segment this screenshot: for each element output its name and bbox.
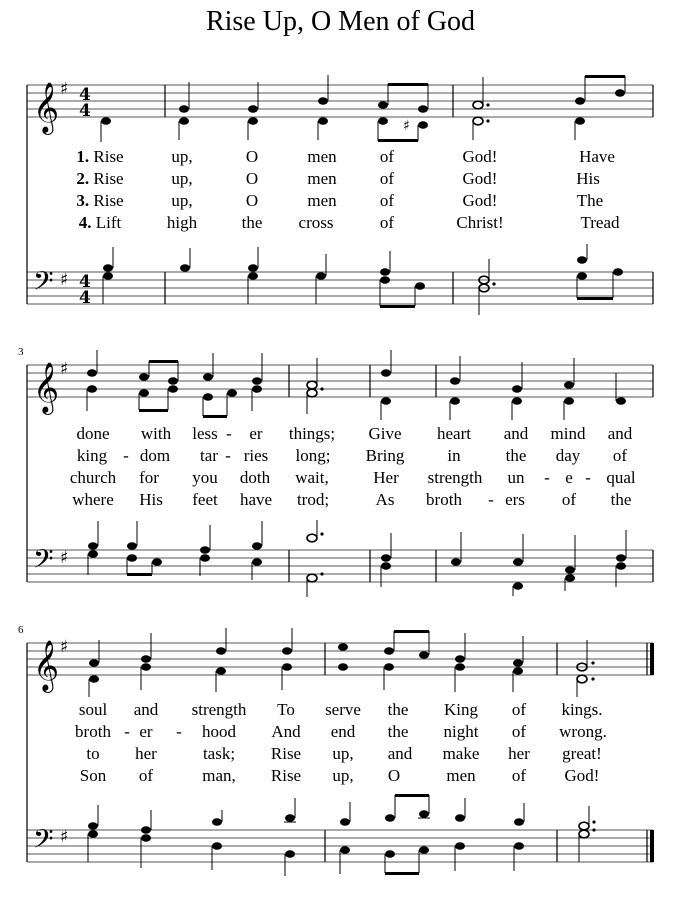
lyric-syllable: ers — [505, 490, 525, 509]
lyric-syllable: And — [271, 722, 301, 741]
lyric-syllable: O — [245, 191, 259, 210]
lyric-syllable: have — [239, 490, 273, 509]
treble-clef-icon: 𝄞 — [33, 82, 60, 133]
lyric-syllable: er — [249, 424, 263, 443]
lyric-syllable: er — [139, 722, 153, 741]
lyric-syllable: Lift — [95, 213, 122, 232]
lyric-syllable: great! — [562, 744, 602, 763]
lyric-syllable: man, — [202, 766, 236, 785]
lyric-syllable: Son — [79, 766, 107, 785]
lyric-syllable: her — [135, 744, 157, 763]
lyric-syllable: up, — [171, 191, 193, 210]
lyric-syllable: church — [69, 468, 117, 487]
lyric-syllable: where — [72, 490, 114, 509]
lyric-syllable: wrong. — [559, 722, 607, 741]
lyric-syllable: qual — [606, 468, 636, 487]
svg-text:♯: ♯ — [60, 270, 69, 290]
lyric-syllable: wait, — [295, 468, 329, 487]
bass-clef-icon: 𝄢 — [33, 823, 54, 861]
lyric-syllable: dom — [139, 446, 171, 465]
lyric-syllable: kings. — [561, 700, 603, 719]
lyric-syllable: Rise — [270, 744, 302, 763]
lyric-syllable: trod; — [296, 490, 330, 509]
lyric-syllable: Give — [368, 424, 402, 443]
lyric-syllable: with — [140, 424, 172, 443]
lyric-syllable: Have — [579, 147, 615, 166]
lyric-syllable: up, — [171, 147, 193, 166]
lyric-syllable: un — [507, 468, 525, 487]
svg-text:♯: ♯ — [403, 118, 410, 134]
svg-text:4: 4 — [79, 272, 91, 292]
lyric-syllable: the — [387, 722, 409, 741]
lyric-syllable: strength — [191, 700, 247, 719]
lyric-syllable: Christ! — [456, 213, 504, 232]
lyric-syllable: feet — [192, 490, 218, 509]
lyric-syllable: the — [241, 213, 263, 232]
lyric-syllable: men — [446, 766, 476, 785]
treble-clef-icon: 𝄞 — [33, 640, 60, 691]
svg-text:♯: ♯ — [60, 827, 69, 847]
lyric-syllable: her — [508, 744, 530, 763]
lyric-syllable: done — [76, 424, 110, 443]
lyric-hyphen: - — [226, 424, 232, 443]
svg-text:♯: ♯ — [60, 637, 69, 657]
lyric-syllable: and — [387, 744, 413, 763]
lyric-syllable: hood — [202, 722, 236, 741]
lyric-syllable: Rise — [93, 169, 124, 188]
lyric-syllable: high — [166, 213, 198, 232]
lyric-syllable: of — [379, 191, 395, 210]
lyric-syllable: King — [444, 700, 478, 719]
lyric-syllable: strength — [427, 468, 483, 487]
lyric-syllable: king — [76, 446, 108, 465]
lyric-syllable: e — [565, 468, 573, 487]
lyric-syllable: of — [379, 213, 395, 232]
lyric-syllable: heart — [437, 424, 471, 443]
lyric-hyphen: - — [176, 722, 182, 741]
lyric-hyphen: - — [124, 722, 130, 741]
lyric-syllable: the — [505, 446, 527, 465]
svg-text:♯: ♯ — [60, 79, 69, 99]
lyric-syllable: Tread — [580, 213, 620, 232]
lyric-syllable: soul — [78, 700, 108, 719]
verse-number: 4. — [78, 213, 92, 232]
lyric-syllable: of — [511, 722, 527, 741]
lyric-syllable: men — [307, 147, 337, 166]
svg-text:4: 4 — [79, 101, 91, 121]
lyric-syllable: long; — [295, 446, 331, 465]
lyric-hyphen: - — [585, 468, 591, 487]
lyric-syllable: for — [139, 468, 159, 487]
verse-number: 2. — [76, 169, 90, 188]
lyric-syllable: men — [307, 169, 337, 188]
hymn-title: Rise Up, O Men of God — [205, 6, 476, 37]
svg-text:4: 4 — [79, 85, 91, 105]
lyric-syllable: make — [442, 744, 480, 763]
lyric-syllable: you — [192, 468, 218, 487]
lyric-hyphen: - — [488, 490, 494, 509]
lyric-syllable: cross — [298, 213, 334, 232]
lyric-syllable: Bring — [365, 446, 405, 465]
lyric-syllable: broth — [75, 722, 111, 741]
lyric-syllable: and — [607, 424, 633, 443]
lyric-syllable: of — [379, 169, 395, 188]
lyric-syllable: God! — [564, 766, 600, 785]
lyric-syllable: of — [379, 147, 395, 166]
measure-number: 3 — [18, 346, 24, 358]
lyric-syllable: up, — [171, 169, 193, 188]
lyric-syllable: up, — [332, 744, 354, 763]
lyric-syllable: His — [576, 169, 600, 188]
measure-number: 6 — [18, 624, 24, 636]
lyric-syllable: To — [277, 700, 295, 719]
lyric-syllable: and — [503, 424, 529, 443]
lyric-syllable: His — [139, 490, 163, 509]
lyric-syllable: mind — [550, 424, 586, 443]
lyric-syllable: God! — [462, 191, 498, 210]
lyric-syllable: Her — [373, 468, 399, 487]
lyric-syllable: the — [610, 490, 632, 509]
bass-clef-icon: 𝄢 — [33, 543, 54, 581]
bass-clef-icon: 𝄢 — [33, 265, 54, 303]
lyric-syllable: of — [561, 490, 577, 509]
lyric-syllable: As — [375, 490, 395, 509]
lyric-syllable: O — [245, 147, 259, 166]
lyric-syllable: O — [387, 766, 401, 785]
lyric-hyphen: - — [123, 446, 129, 465]
lyric-syllable: things; — [288, 424, 336, 443]
lyric-syllable: tar — [200, 446, 218, 465]
lyric-syllable: The — [576, 191, 604, 210]
lyric-syllable: O — [245, 169, 259, 188]
lyric-hyphen: - — [544, 468, 550, 487]
svg-text:♯: ♯ — [60, 359, 69, 379]
lyric-syllable: of — [511, 700, 527, 719]
lyric-syllable: God! — [462, 147, 498, 166]
lyric-syllable: in — [447, 446, 461, 465]
lyric-syllable: God! — [462, 169, 498, 188]
lyric-syllable: to — [86, 744, 100, 763]
svg-text:♯: ♯ — [60, 548, 69, 568]
lyric-syllable: of — [511, 766, 527, 785]
verse-number: 3. — [76, 191, 90, 210]
lyric-syllable: day — [555, 446, 581, 465]
treble-clef-icon: 𝄞 — [33, 362, 60, 413]
verse-number: 1. — [76, 147, 90, 166]
lyric-syllable: the — [387, 700, 409, 719]
lyric-syllable: less — [192, 424, 218, 443]
lyric-syllable: ries — [243, 446, 269, 465]
lyric-syllable: end — [330, 722, 356, 741]
lyric-syllable: and — [133, 700, 159, 719]
lyric-syllable: broth — [426, 490, 462, 509]
lyric-syllable: doth — [239, 468, 271, 487]
lyric-syllable: serve — [325, 700, 361, 719]
svg-text:4: 4 — [79, 288, 91, 308]
lyric-syllable: task; — [202, 744, 236, 763]
lyric-syllable: men — [307, 191, 337, 210]
lyric-hyphen: - — [225, 446, 231, 465]
lyric-syllable: of — [612, 446, 628, 465]
lyric-syllable: Rise — [270, 766, 302, 785]
lyric-syllable: Rise — [93, 147, 124, 166]
lyric-syllable: up, — [332, 766, 354, 785]
lyric-syllable: of — [138, 766, 154, 785]
lyric-syllable: Rise — [93, 191, 124, 210]
lyric-syllable: night — [443, 722, 479, 741]
